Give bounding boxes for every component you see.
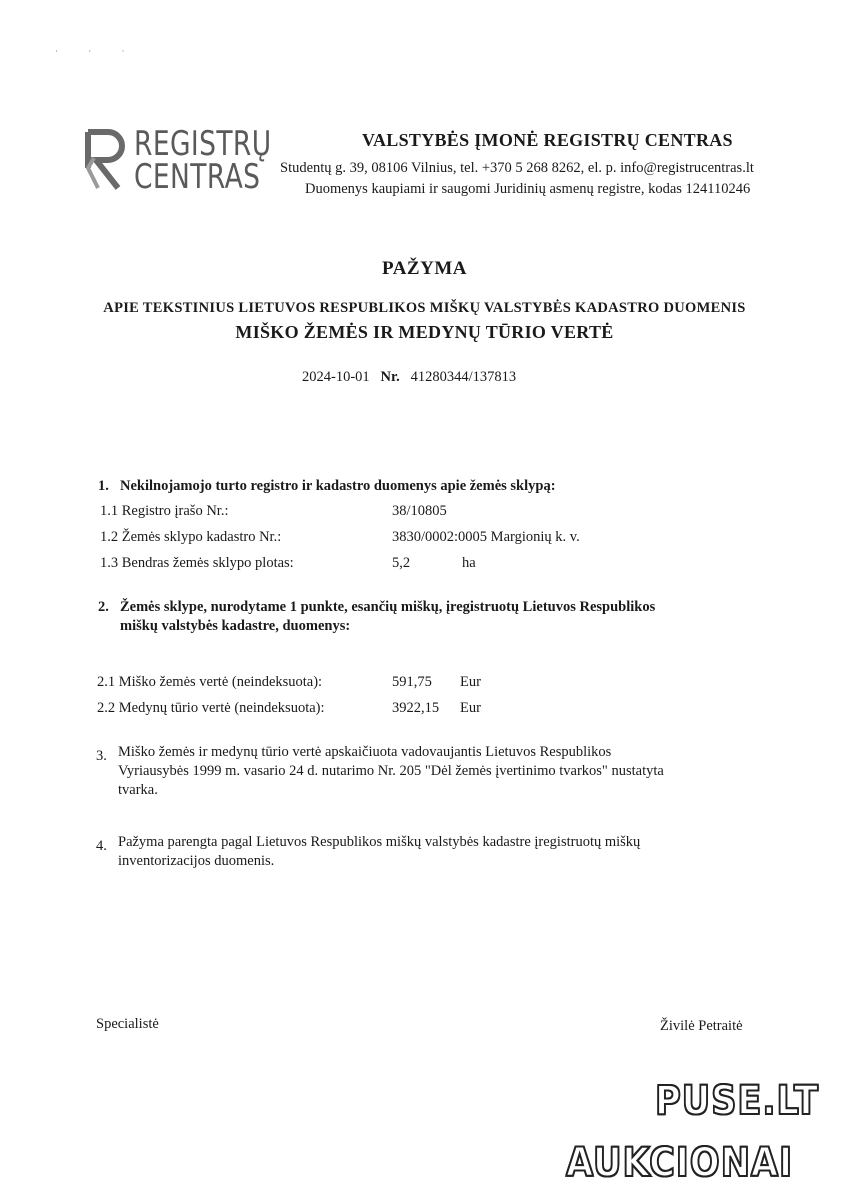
row-value: 591,75 xyxy=(392,674,432,690)
paragraph-line: tvarka. xyxy=(118,782,158,798)
section-2-number: 2. xyxy=(98,599,109,615)
signature-name: Živilė Petraitė xyxy=(660,1018,743,1034)
document-subtitle-secondary: MIŠKO ŽEMĖS IR MEDYNŲ TŪRIO VERTĖ xyxy=(235,322,614,342)
section-2-heading xyxy=(98,599,655,616)
logo-line-2: CENTRAS xyxy=(134,157,261,197)
document-date: 2024-10-01 xyxy=(302,369,370,385)
row-label: 2.1 Miško žemės vertė (neindeksuota): xyxy=(97,674,323,690)
document-nr-value: 41280344/137813 xyxy=(410,369,517,385)
row-label: 2.2 Medynų tūrio vertė (neindeksuota): xyxy=(97,700,325,716)
document-title: PAŽYMA xyxy=(382,258,467,279)
section-4-paragraph xyxy=(118,833,640,871)
watermark-line-1: PUSE.LT xyxy=(655,1078,819,1124)
row-value: 3922,15 xyxy=(392,700,440,716)
watermark-line-2: AUKCIONAI xyxy=(566,1140,794,1186)
document-subtitle: APIE TEKSTINIUS LIETUVOS RESPUBLIKOS MIŠKŲ VALSTYBĖS KADASTRO DUOMENIS xyxy=(103,300,746,316)
signature-role: Specialistė xyxy=(96,1016,159,1032)
row-label: 1.1 Registro įrašo Nr.: xyxy=(100,503,229,519)
document-meta xyxy=(302,369,516,386)
paragraph-line: Miško žemės ir medynų tūrio vertė apskaičiuota vadovaujantis Lietuvos Respublikos xyxy=(118,744,612,760)
logo-mark-icon xyxy=(84,128,130,192)
scan-specks: · · · xyxy=(55,46,139,56)
paragraph-line: inventorizacijos duomenis. xyxy=(118,853,275,869)
paragraph-line: Pažyma parengta pagal Lietuvos Respublikos miškų valstybės kadastre įregistruotų miškų xyxy=(118,834,641,850)
row-value: 38/10805 xyxy=(392,503,447,519)
row-label: 1.3 Bendras žemės sklypo plotas: xyxy=(100,555,294,571)
logo-line-1: REGISTRŲ xyxy=(134,124,272,164)
row-unit: Eur xyxy=(460,674,481,690)
logo-wordmark xyxy=(134,124,272,197)
section-1-heading xyxy=(98,478,556,495)
organization-address: Studentų g. 39, 08106 Vilnius, tel. +370 5 268 8262, el. p. info@registrucentras.lt xyxy=(280,160,754,176)
section-1-number: 1. xyxy=(98,478,109,494)
row-unit: ha xyxy=(462,555,476,571)
document-nr-label: Nr. xyxy=(380,369,400,385)
paragraph-line: Vyriausybės 1999 m. vasario 24 d. nutarimo Nr. 205 "Dėl žemės įvertinimo tvarkos" nustatyta xyxy=(118,763,664,779)
section-3-paragraph xyxy=(118,743,664,800)
row-value: 3830/0002:0005 Margionių k. v. xyxy=(392,529,580,545)
section-4-number: 4. xyxy=(96,838,107,854)
section-3-number: 3. xyxy=(96,748,107,764)
section-2-heading-line-2: miškų valstybės kadastre, duomenys: xyxy=(120,618,351,634)
row-label: 1.2 Žemės sklypo kadastro Nr.: xyxy=(100,529,282,545)
section-1-heading-text: Nekilnojamojo turto registro ir kadastro duomenys apie žemės sklypą: xyxy=(120,478,556,494)
row-value: 5,2 xyxy=(392,555,411,571)
registru-centras-logo xyxy=(84,124,274,197)
organization-register-info: Duomenys kaupiami ir saugomi Juridinių asmenų registre, kodas 124110246 xyxy=(305,181,751,197)
organization-name: VALSTYBĖS ĮMONĖ REGISTRŲ CENTRAS xyxy=(362,130,733,150)
row-unit: Eur xyxy=(460,700,481,716)
section-2-heading-line-1: Žemės sklype, nurodytame 1 punkte, esančių miškų, įregistruotų Lietuvos Respublikos xyxy=(120,599,656,615)
